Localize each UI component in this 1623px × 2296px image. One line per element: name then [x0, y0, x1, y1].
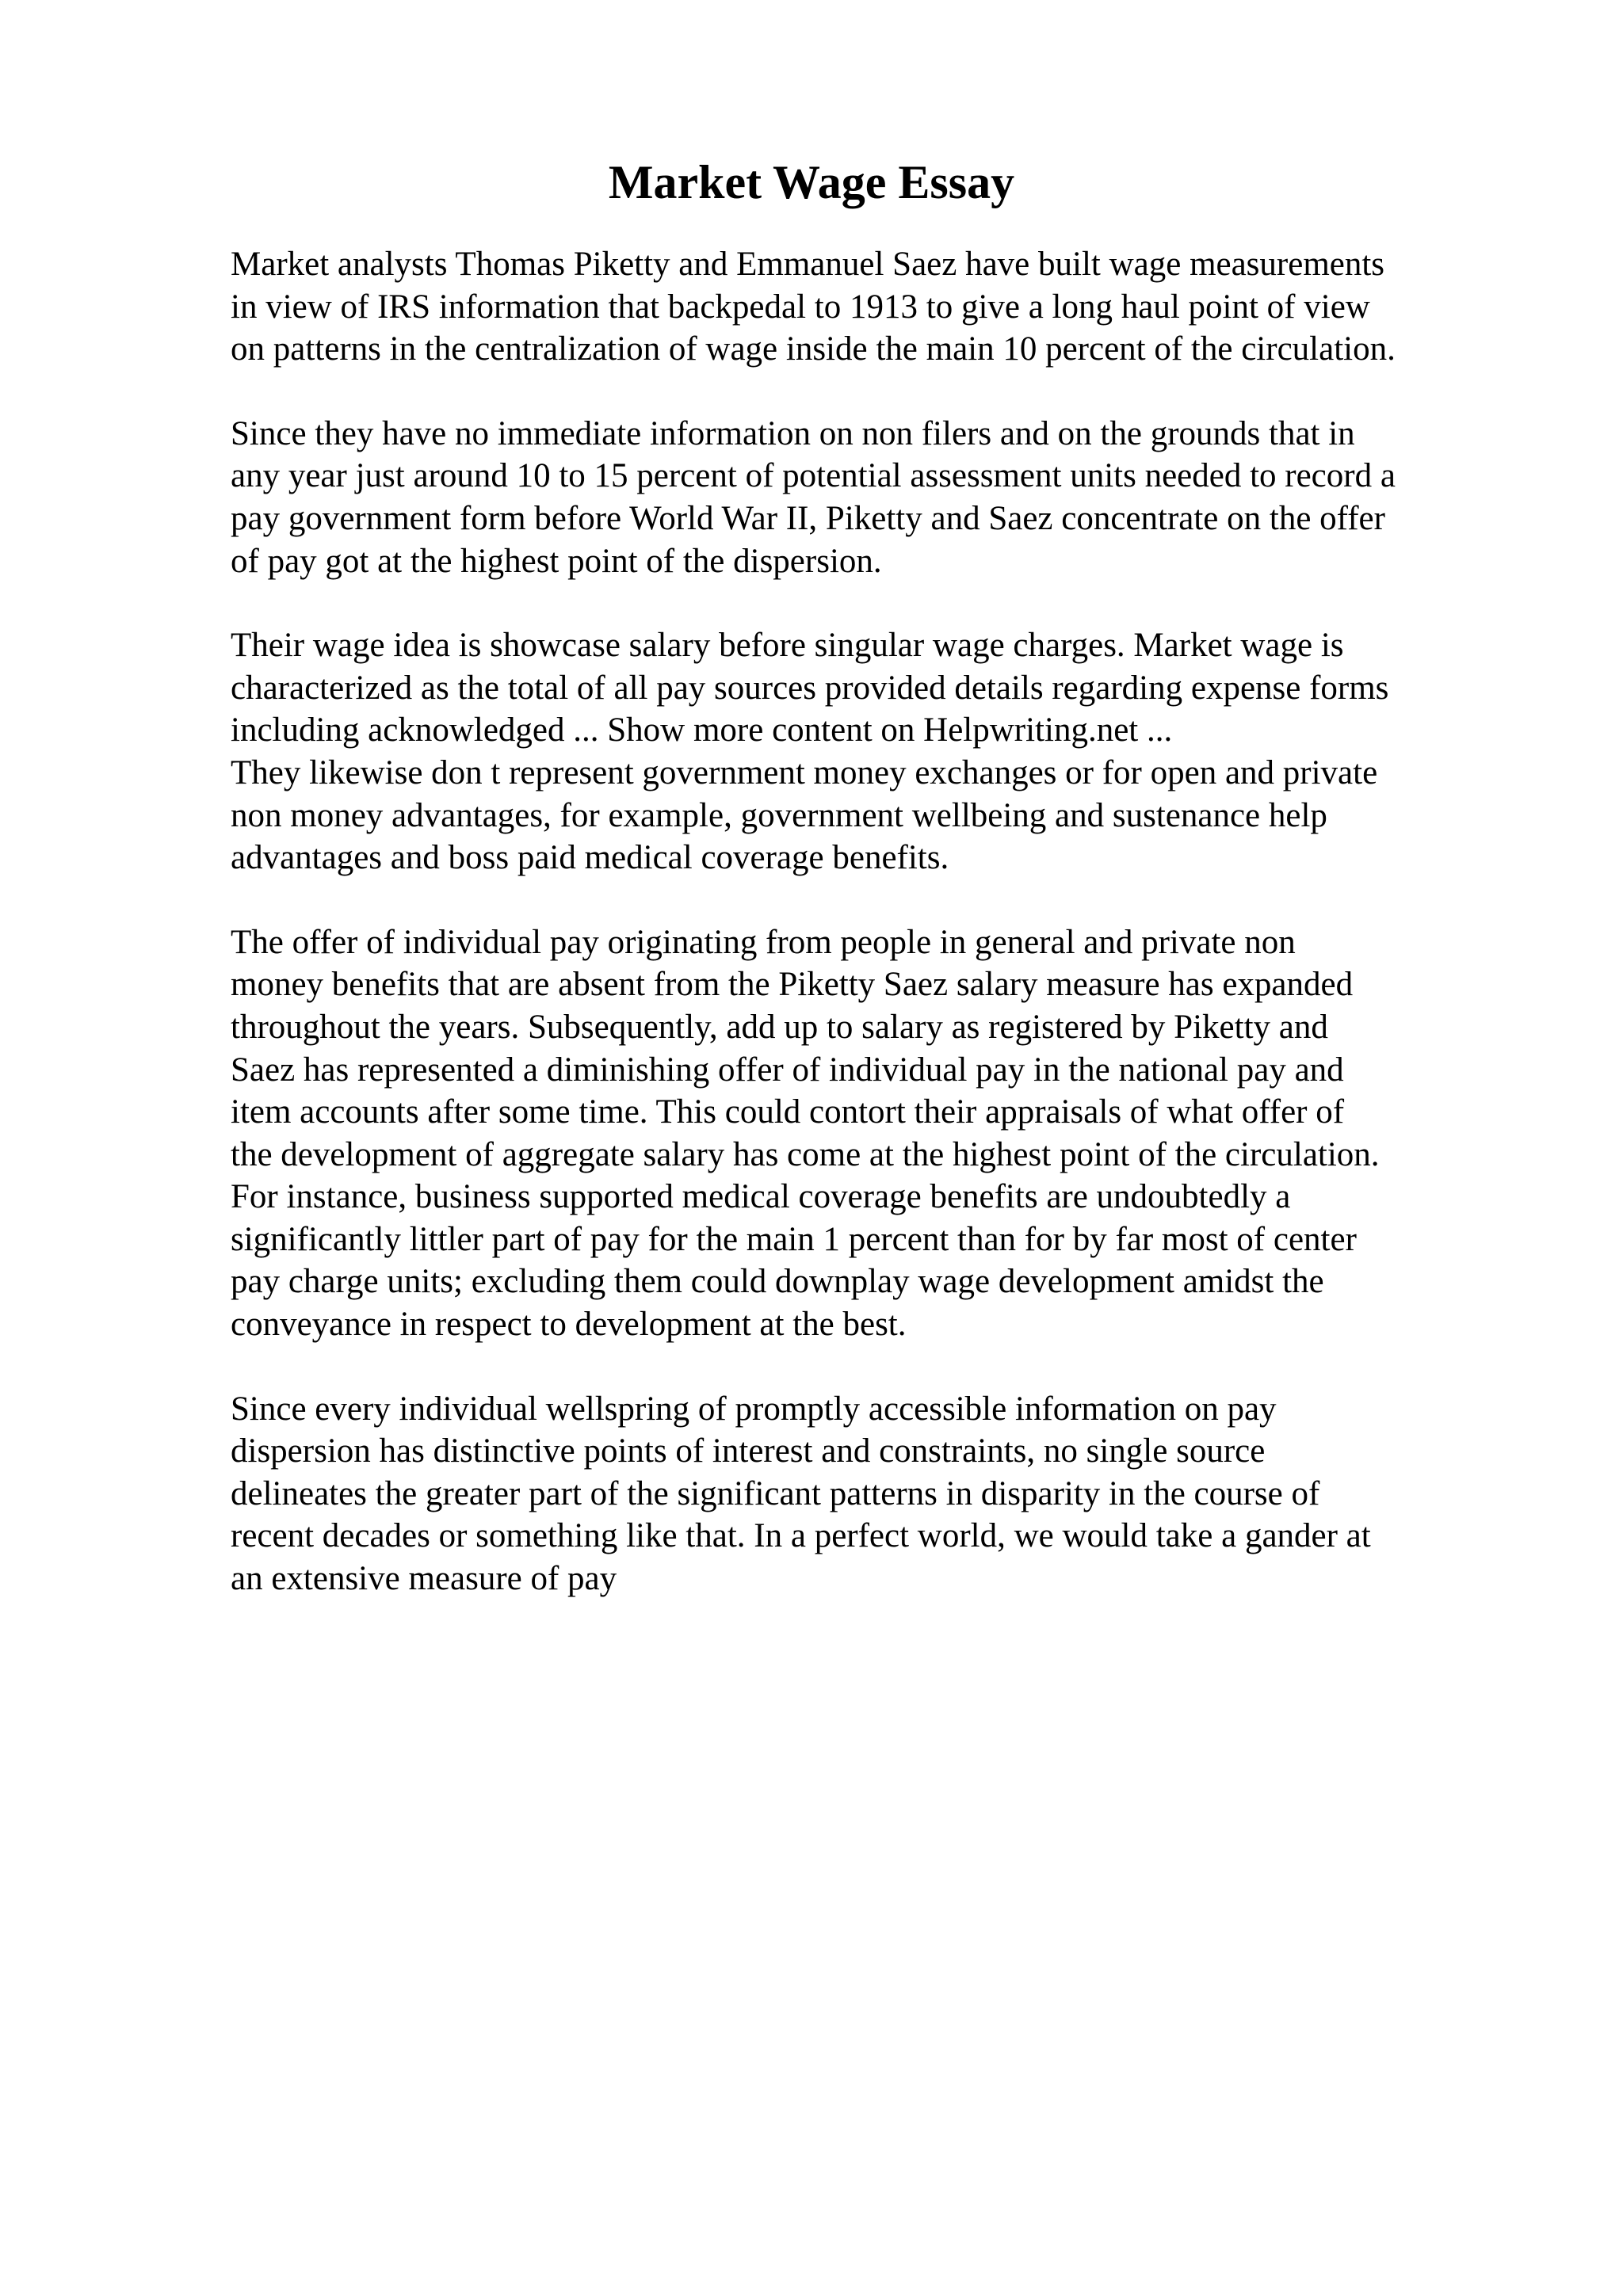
text-line: an extensive measure of pay — [231, 1560, 617, 1598]
text-line: characterized as the total of all pay sources provided details regarding expense forms — [231, 669, 1389, 707]
text-line: Since they have no immediate information on non filers and on the grounds that in — [231, 414, 1355, 452]
text-line: of pay got at the highest point of the dispersion. — [231, 542, 882, 580]
document-body — [231, 243, 1514, 1642]
text-line: Saez has represented a diminishing offer of individual pay in the national pay and — [231, 1051, 1344, 1089]
text-line: recent decades or something like that. In a perfect world, we would take a gander at — [231, 1517, 1371, 1555]
text-line: including acknowledged ... Show more content on Helpwriting.net ... — [231, 711, 1173, 749]
paragraph — [231, 243, 1514, 371]
text-line: non money advantages, for example, government wellbeing and sustenance help — [231, 796, 1327, 834]
paragraph — [231, 413, 1514, 582]
text-line: throughout the years. Subsequently, add up to salary as registered by Piketty and — [231, 1008, 1328, 1046]
text-line: For instance, business supported medical coverage benefits are undoubtedly a — [231, 1178, 1291, 1216]
text-line: significantly littler part of pay for the main 1 percent than for by far most of center — [231, 1220, 1357, 1258]
text-line: Their wage idea is showcase salary before singular wage charges. Market wage is — [231, 627, 1344, 665]
text-line: The offer of individual pay originating from people in general and private non — [231, 923, 1296, 961]
text-line: Market analysts Thomas Piketty and Emmanuel Saez have built wage measurements — [231, 246, 1385, 283]
paragraph — [231, 624, 1514, 752]
text-line: in view of IRS information that backpedal to 1913 to give a long haul point of view — [231, 288, 1370, 326]
text-line: any year just around 10 to 15 percent of potential assessment units needed to record a — [231, 457, 1396, 495]
text-line: They likewise don t represent government money exchanges or for open and private — [231, 753, 1378, 791]
text-line: Since every individual wellspring of promptly accessible information on pay — [231, 1390, 1277, 1428]
text-line: advantages and boss paid medical coverage benefits. — [231, 839, 949, 877]
text-line: item accounts after some time. This could contort their appraisals of what offer of — [231, 1093, 1345, 1131]
text-line: conveyance in respect to development at the best. — [231, 1306, 907, 1344]
text-line: the development of aggregate salary has come at the highest point of the circulation. — [231, 1135, 1380, 1173]
paragraph — [231, 921, 1514, 1346]
document-title: Market Wage Essay — [608, 156, 1015, 208]
paragraph — [231, 1388, 1514, 1600]
text-line: pay government form before World War II, Piketty and Saez concentrate on the offer — [231, 499, 1385, 537]
text-line: on patterns in the centralization of wage inside the main 10 percent of the circulation. — [231, 330, 1396, 368]
text-line: pay charge units; excluding them could downplay wage development amidst the — [231, 1263, 1324, 1301]
paragraph — [231, 752, 1514, 879]
text-line: money benefits that are absent from the Piketty Saez salary measure has expanded — [231, 966, 1354, 1004]
text-line: dispersion has distinctive points of interest and constraints, no single source — [231, 1432, 1266, 1470]
text-line: delineates the greater part of the significant patterns in disparity in the course of — [231, 1474, 1320, 1512]
